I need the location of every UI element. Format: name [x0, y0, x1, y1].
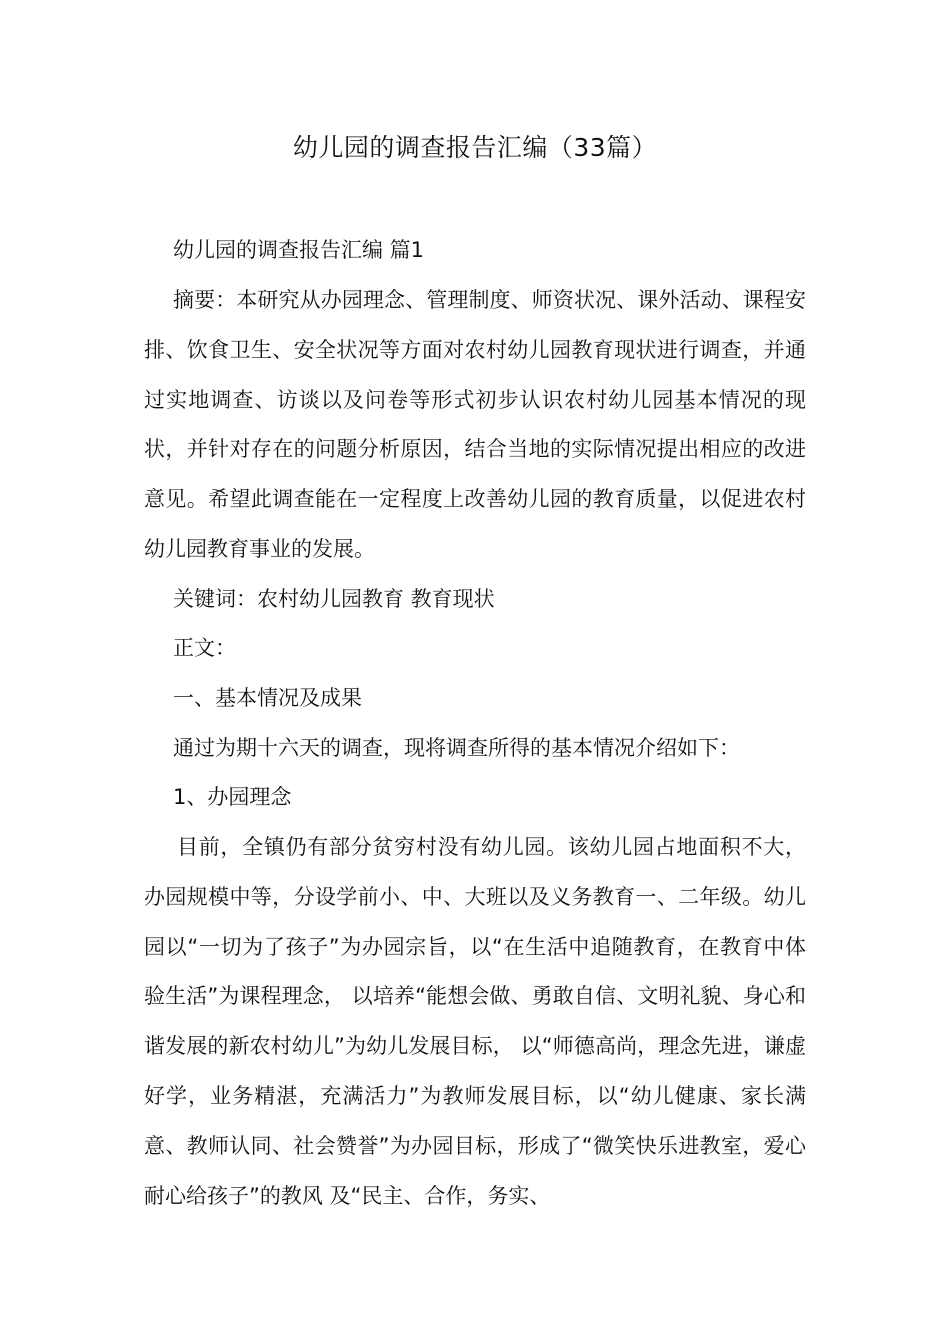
section-heading: 幼儿园的调查报告汇编 篇1: [173, 238, 425, 262]
subheading-philosophy: 1、办园理念: [173, 785, 292, 809]
keywords-line: 关键词：农村幼儿园教育 教育现状: [173, 587, 495, 611]
philosophy-paragraph: 目前，全镇仍有部分贫穷村没有幼儿园。该幼儿园占地面积不大，办园规模中等，分设学前小、中、大班以及义务教育一、二年级。幼儿园以“一切为了孩子”为办园宗旨，以“在生活中追随教育，在教育中体验生活”为课程理念， 以培养“能想会做、勇敢自信、文明礼貌、身心和谐发展的新农村幼儿”为幼儿发展目标， 以“师德高尚，理念先进，谦虚好学，业务精湛，充满活力”为教师发展目标，以“幼儿健康、家长满意、教师认同、社会赞誉”为办园目标，形成了“微笑快乐进教室，爱心耐心给孩子”的教风 及“民主、合作，务实、: [144, 835, 806, 1208]
part-one-heading: 一、基本情况及成果: [173, 686, 362, 710]
abstract-paragraph: 摘要：本研究从办园理念、管理制度、师资状况、课外活动、课程安排、饮食卫生、安全状况等方面对农村幼儿园教育现状进行调查，并通过实地调查、访谈以及问卷等形式初步认识农村幼儿园基本情况的现状，并针对存在的问题分析原因，结合当地的实际情况提出相应的改进意见。希望此调查能在一定程度上改善幼儿园的教育质量，以促进农村幼儿园教育事业的发展。: [144, 288, 806, 561]
document-title: 幼儿园的调查报告汇编（33篇）: [292, 133, 658, 162]
body-label: 正文：: [173, 636, 236, 660]
intro-line: 通过为期十六天的调查，现将调查所得的基本情况介绍如下：: [173, 736, 740, 760]
